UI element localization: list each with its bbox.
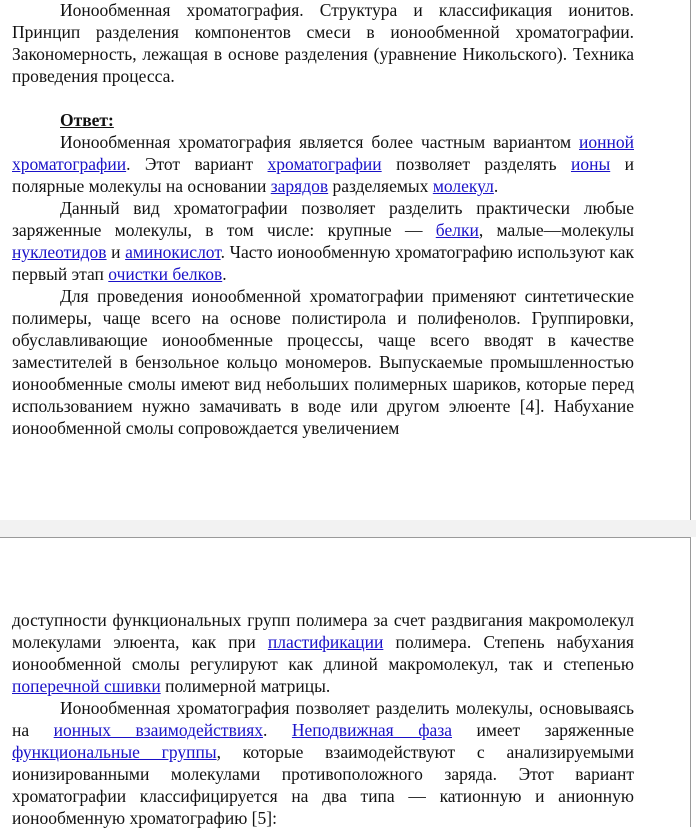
- link-ionic-interactions[interactable]: ионных взаимодействиях: [53, 720, 264, 740]
- link-protein-purification[interactable]: очистки белков: [108, 264, 223, 284]
- link-chromatography[interactable]: хроматографии: [267, 154, 382, 174]
- question-paragraph: Ионообменная хроматография. Структура и классификация ионитов. Принцип разделения компонентов смеси в ионообменной хроматографии. Закономерность, лежащая в основе разделения (уравнение Никольского). Техника проведения процесса.: [12, 0, 634, 86]
- link-proteins[interactable]: белки: [435, 220, 479, 240]
- link-molecules[interactable]: молекул: [432, 176, 494, 196]
- link-stationary-phase[interactable]: Неподвижная фаза: [291, 720, 452, 740]
- link-cross-linking[interactable]: поперечной сшивки: [12, 676, 161, 696]
- page-gap: [0, 520, 696, 537]
- link-ion-chromatography[interactable]: ионной хроматографии: [12, 132, 634, 174]
- link-amino-acids[interactable]: аминокислот: [125, 242, 221, 262]
- link-functional-groups[interactable]: функциональные группы: [12, 742, 217, 762]
- link-ions[interactable]: ионы: [570, 154, 611, 174]
- paragraph-intro: Ионообменная хроматография является более частным вариантом ионной хроматографии. Этот вариант хроматографии позволяет разделять ионы и полярные молекулы на основании зарядов разделяемых молекул.: [12, 132, 634, 196]
- paragraph-ionic-interactions: Ионообменная хроматография позволяет разделить молекулы, основываясь на ионных взаимодействиях. Неподвижная фаза имеет заряженные функциональные группы, которые взаимодействуют с анализируемыми ионизированными молекулами противоположного заряда. Этот вариант хроматографии классифицируется на два типа — катионную и анионную ионообменную хроматографию [5]:: [12, 698, 634, 828]
- paragraph-swelling: доступности функциональных групп полимера за счет раздвигания макромолекул молекулами элюента, как при пластификации полимера. Степень набухания ионообменной смолы регулируют как длиной макромолекул, так и степенью поперечной сшивки полимерной матрицы.: [12, 610, 634, 696]
- page-1-text: [12, 0, 634, 439]
- page-2-text: [12, 609, 634, 829]
- paragraph-polymers: Для проведения ионообменной хроматографии применяют синтетические полимеры, чаще всего на основе полистирола и полифенолов. Группировки, обуславливающие ионообменные процессы, чаще всего вводят в качестве заместителей в бензольное кольцо мономеров. Выпускаемые промышленностью ионообменные смолы имеют вид небольших полимерных шариков, которые перед использованием нужно замачивать в воде или другом элюенте [4]. Набухание ионообменной смолы сопровождается увеличением: [12, 286, 634, 438]
- link-charges[interactable]: зарядов: [270, 176, 329, 196]
- link-plasticization[interactable]: пластификации: [267, 632, 384, 652]
- document-page-2: [0, 537, 691, 827]
- answer-label: Ответ:: [60, 110, 114, 130]
- answer-heading: [12, 109, 634, 131]
- paragraph-charged-molecules: Данный вид хроматографии позволяет разделить практически любые заряженные молекулы, в том числе: крупные — белки, малые—молекулы нуклеотидов и аминокислот. Часто ионообменную хроматографию используют как первый этап очистки белков.: [12, 198, 634, 284]
- link-nucleotides[interactable]: нуклеотидов: [12, 242, 107, 262]
